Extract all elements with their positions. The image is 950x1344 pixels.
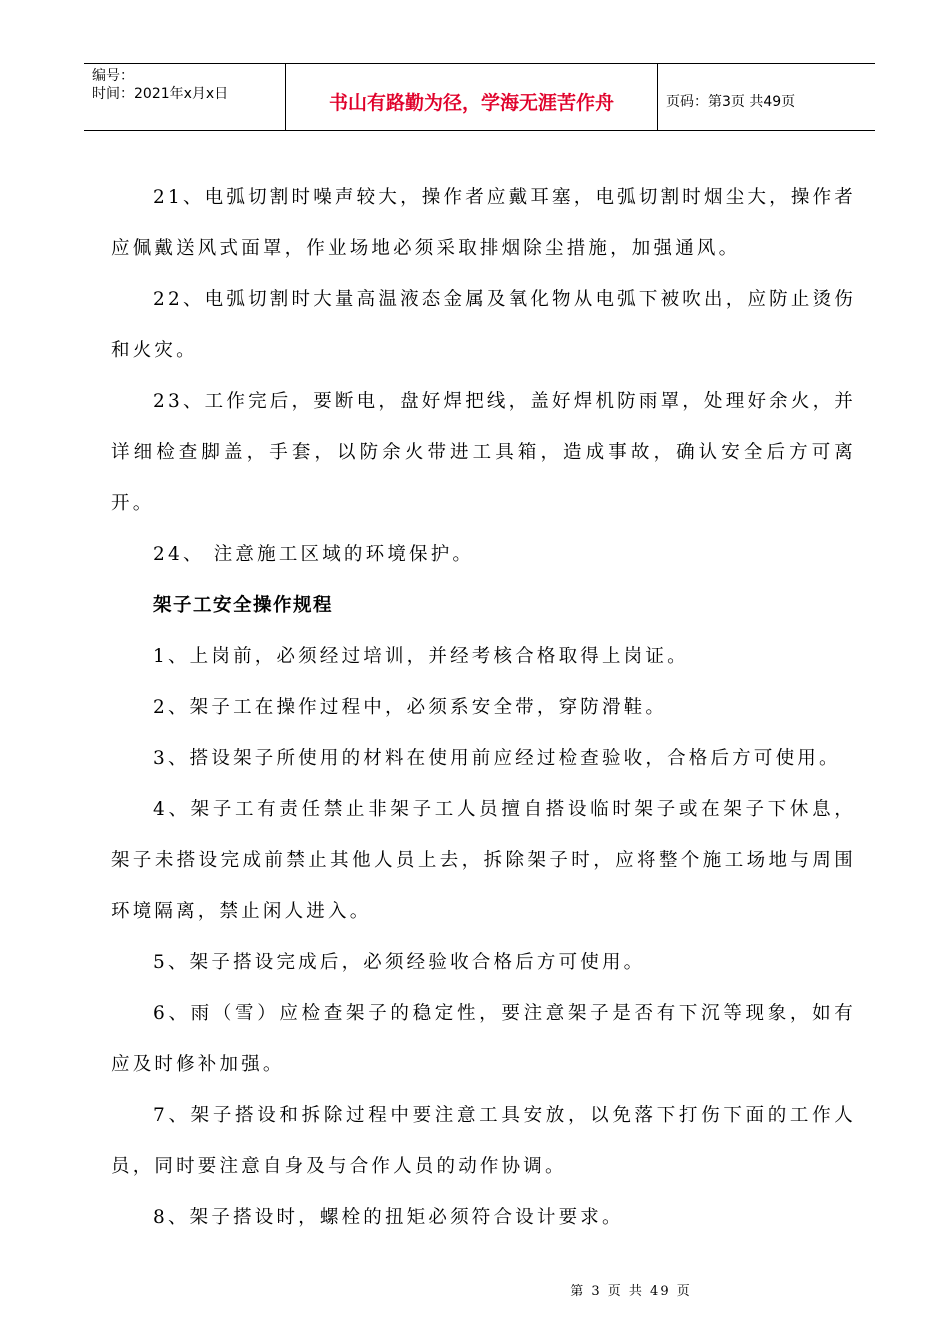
rule-2: 2、架子工在操作过程中，必须系安全带，穿防滑鞋。 [153, 697, 668, 718]
rule-7: 7、架子搭设和拆除过程中要注意工具安放，以免落下打伤下面的工作人员，同时要注意自身及与合作人员的动作协调。 [111, 1105, 856, 1177]
header-page-info: 页码：第3页 共49页 [666, 94, 796, 110]
paragraph-22: 22、电弧切割时大量高温液态金属及氧化物从电弧下被吹出，应防止烫伤和火灾。 [111, 289, 856, 361]
document-body [111, 172, 856, 1243]
section-title: 架子工安全操作规程 [153, 595, 334, 616]
header-meta-cell [84, 64, 286, 130]
rule-8: 8、架子搭设时，螺栓的扭矩必须符合设计要求。 [153, 1207, 624, 1228]
document-number-label: 编号： [92, 68, 134, 84]
footer-page-number: 第 3 页 共 49 页 [570, 1284, 692, 1299]
header-motto-cell [286, 64, 658, 130]
rule-1: 1、上岗前，必须经过培训，并经考核合格取得上岗证。 [153, 646, 689, 667]
header-page-cell [658, 64, 875, 130]
paragraph-21: 21、电弧切割时噪声较大，操作者应戴耳塞，电弧切割时烟尘大，操作者应佩戴送风式面罩，作业场地必须采取排烟除尘措施，加强通风。 [111, 187, 856, 259]
page-header [84, 63, 875, 131]
rule-5: 5、架子搭设完成后，必须经验收合格后方可使用。 [153, 952, 646, 973]
paragraph-24: 24、 注意施工区域的环境保护。 [153, 544, 475, 565]
rule-4: 4、架子工有责任禁止非架子工人员擅自搭设临时架子或在架子下休息，架子未搭设完成前禁止其他人员上去，拆除架子时，应将整个施工场地与周围环境隔离，禁止闲人进入。 [111, 799, 856, 922]
page-footer [0, 1280, 950, 1299]
header-motto: 书山有路勤为径，学海无涯苦作舟 [328, 91, 614, 114]
paragraph-23: 23、工作完后，要断电，盘好焊把线，盖好焊机防雨罩，处理好余火，并详细检查脚盖，手套，以防余火带进工具箱，造成事故，确认安全后方可离开。 [111, 391, 856, 514]
document-date: 时间：2021年x月x日 [92, 86, 229, 102]
rule-3: 3、搭设架子所使用的材料在使用前应经过检查验收，合格后方可使用。 [153, 748, 841, 769]
rule-6: 6、雨（雪）应检查架子的稳定性，要注意架子是否有下沉等现象，如有应及时修补加强。 [111, 1003, 856, 1075]
